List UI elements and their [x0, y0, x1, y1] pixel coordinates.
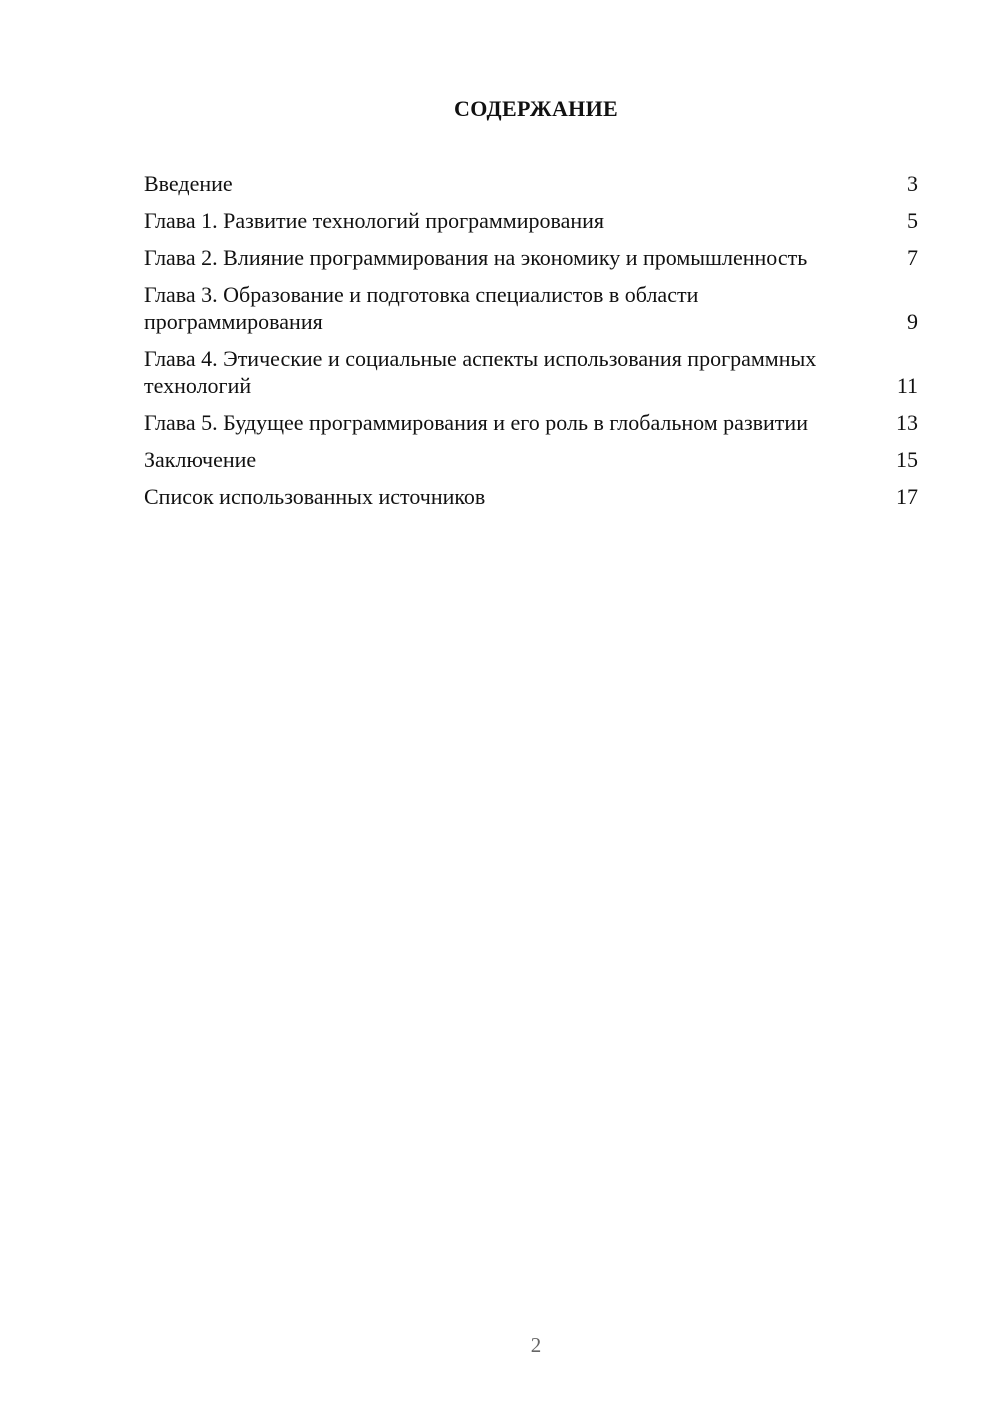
toc-item-introduction[interactable] — [144, 170, 918, 197]
toc-item-page: 11 — [896, 373, 918, 398]
toc-item-text: Список использованных источников — [144, 484, 486, 509]
table-of-contents — [144, 170, 918, 520]
toc-item-page: 15 — [896, 447, 918, 472]
toc-item-chapter-2[interactable] — [144, 244, 918, 271]
toc-item-page: 13 — [896, 410, 918, 435]
page-title: СОДЕРЖАНИЕ — [454, 96, 618, 121]
toc-item-page: 17 — [896, 484, 918, 509]
toc-item-page: 7 — [907, 245, 918, 270]
toc-item-text: Глава 5. Будущее программирования и его роль в глобальном развитии — [144, 410, 808, 435]
page-number: 2 — [530, 1333, 542, 1357]
toc-item-text: Глава 1. Развитие технологий программирования — [144, 208, 605, 233]
toc-item-text: Глава 3. Образование и подготовка специалистов в области программирования — [144, 282, 699, 334]
toc-item-chapter-4[interactable] — [144, 345, 918, 399]
toc-item-text: Введение — [144, 171, 233, 196]
toc-item-text: Глава 4. Этические и социальные аспекты использования программных технологий — [144, 346, 817, 398]
toc-item-text: Заключение — [144, 447, 257, 472]
toc-item-references[interactable] — [144, 483, 918, 510]
toc-item-chapter-1[interactable] — [144, 207, 918, 234]
toc-item-chapter-5[interactable] — [144, 409, 918, 436]
toc-item-chapter-3[interactable] — [144, 281, 918, 335]
toc-item-page: 3 — [907, 171, 918, 196]
toc-item-page: 9 — [907, 309, 918, 334]
toc-item-conclusion[interactable] — [144, 446, 918, 473]
toc-item-page: 5 — [907, 208, 918, 233]
toc-item-text: Глава 2. Влияние программирования на экономику и промышленность — [144, 245, 808, 270]
